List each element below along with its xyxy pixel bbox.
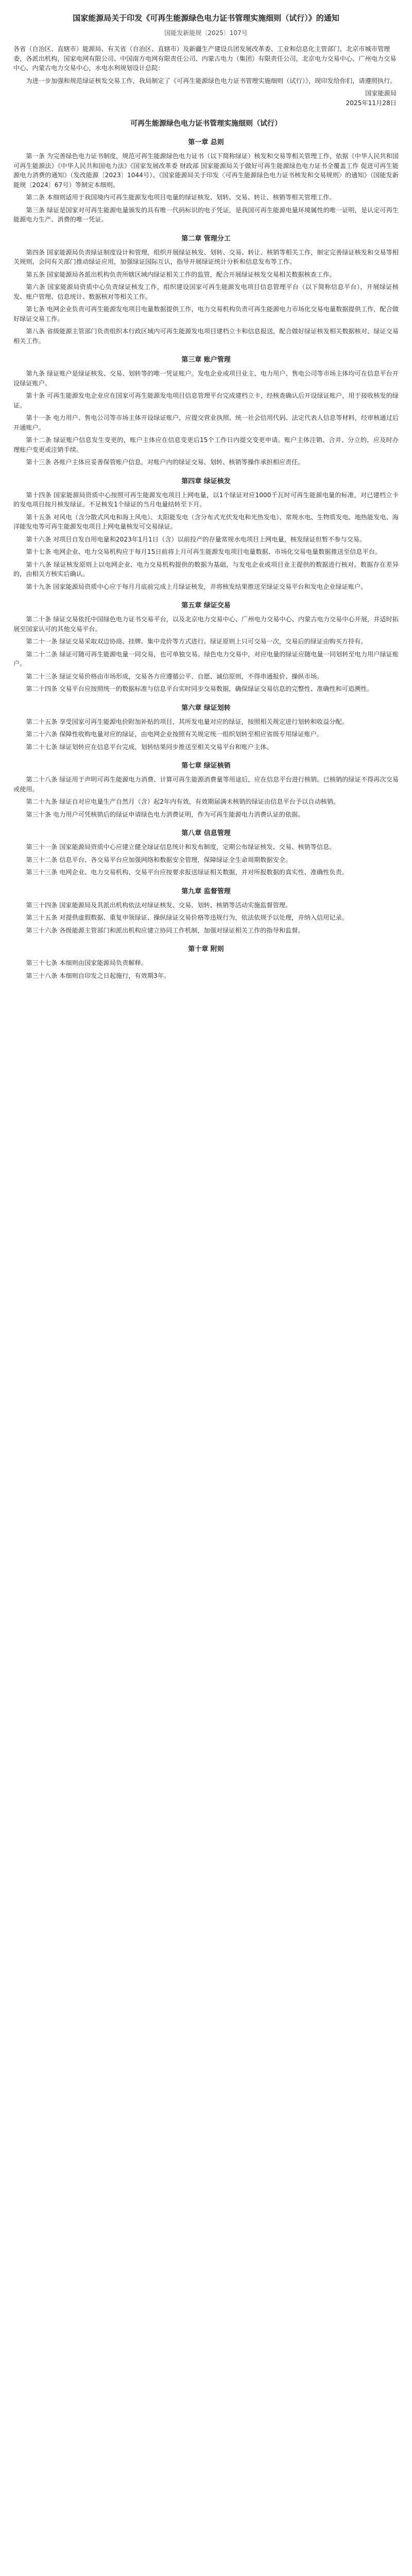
intro-paragraph: 为进一步加强和规范绿证核发交易工作，我局制定了《可再生能源绿色电力证书管理实施细则（试行）》，现印发给你们，请遵照执行。 xyxy=(26,77,397,84)
article-paragraph: 第三十条 电力用户可凭核销后的绿证申请绿色电力消费证明，作为可再生能源电力消费认证的依据。 xyxy=(26,810,304,818)
article-paragraph: 第十条 可再生能源发电企业应在国家可再生能源发电项目信息管理平台完成建档立卡，经核查确认后开设绿证账户，用于接收核发的绿证。 xyxy=(13,392,399,409)
notice-title: 国家能源局关于印发《可再生能源绿色电力证书管理实施细则（试行）》的通知 xyxy=(73,13,339,23)
article-paragraph: 第二十二条 绿证可随可再生能源电量一同交易，也可单独交易。绿色电力交易中，对应电量的绿证应随电量一同划转至电力用户绿证账户。 xyxy=(13,650,399,667)
article-paragraph: 第三条 绿证是国家对可再生能源电量颁发的具有唯一代码标识的电子凭证，是我国可再生能源电量环境属性的唯一证明，是认定可再生能源电力生产、消费的唯一凭证。 xyxy=(13,206,399,223)
signing-organization: 国家能源局 xyxy=(365,90,397,97)
article-paragraph: 第十五条 对风电（含分散式风电和海上风电）、太阳能发电（含分布式光伏发电和光热发电）、常规水电、生物质发电、地热能发电、海洋能发电等可再生能源发电项目上网电量核发可交易绿证。 xyxy=(13,513,399,530)
article-paragraph: 第二十条 绿证交易依托中国绿色电力证书交易平台，以及北京电力交易中心、广州电力交易中心、内蒙古电力交易中心开展，并适时拓展至国家认可的其他交易平台。 xyxy=(13,616,399,633)
article-paragraph: 第二十三条 绿证交易价格由市场形成，交易各方应遵循公平、自愿、诚信原则，不得串通报价、操纵市场。 xyxy=(26,672,323,680)
article-paragraph: 第二十七条 绿证划转应在信息平台完成，划转结果同步推送至相关交易平台和账户主体。 xyxy=(26,743,273,751)
article-paragraph: 第十九条 国家能源局资质中心应于每月月底前完成上月绿证核发，并将核发结果推送至绿证交易平台和发电企业绿证账户。 xyxy=(26,583,367,590)
article-paragraph: 第三十五条 对提供虚假数据、重复申领绿证、操纵绿证交易价格等违规行为，依法依规予以处理，并纳入信用记录。 xyxy=(26,914,348,921)
article-paragraph: 第四条 国家能源局负责绿证制度设计和管理，组织开展绿证核发、划转、交易、转让、核销等相关工作，制定完善绿证核发和交易等相关规则，会同有关部门推动绿证应用，加强绿证国际互认，指导开展绿证统计分析和信息发布等工作。 xyxy=(13,248,399,265)
article-paragraph: 第二十四条 交易平台应按照统一的数据标准与信息平台实时同步交易数据，确保绿证交易信息的完整性、准确性和可追溯性。 xyxy=(26,685,373,692)
article-paragraph: 第十四条 国家能源局资质中心按照可再生能源发电项目上网电量，以1个绿证对应1000千瓦时可再生能源电量的标准，对已建档立卡的发电项目按月核发绿证。不足核发1个绿证的当月电量结转至下月。 xyxy=(13,491,399,508)
article-paragraph: 第十三条 各账户主体应妥善保管账户信息，对账户内的绿证交易、划转、核销等操作承担相应责任。 xyxy=(26,459,304,466)
article-paragraph: 第十二条 绿证账户信息发生变更的，账户主体应在信息变更后15个工作日内提交变更申请。账户主体注销、合并、分立的，应及时办理账户变更或注销手续。 xyxy=(13,436,399,453)
article-paragraph: 第三十一条 国家能源局资质中心应建立健全绿证信息统计和发布制度，定期公布绿证核发、交易、核销等信息。 xyxy=(26,843,336,851)
chapter-heading: 第六章 绿证划转 xyxy=(181,704,231,712)
chapter-heading: 第十章 附则 xyxy=(188,945,224,953)
article-paragraph: 第三十八条 本细则自印发之日起施行，有效期3年。 xyxy=(26,972,170,979)
article-paragraph: 第二十六条 保障性收购电量对应的绿证，由电网企业按照有关规定统一组织划转至相应省级专用绿证账户。 xyxy=(26,731,323,738)
article-paragraph: 第十八条 绿证核发原则上以电网企业、电力交易机构提供的数据为基础，与发电企业或项目业主提供的数据进行核对。数据存在差异的，由相关方核实后确认。 xyxy=(13,561,399,578)
rules-title: 可再生能源绿色电力证书管理实施细则（试行） xyxy=(130,120,282,128)
rules-body xyxy=(13,137,399,980)
article-paragraph: 第二十一条 绿证交易采取双边协商、挂牌、集中竞价等方式进行。绿证原则上只可交易一次，交易后的绿证由购买方持有。 xyxy=(26,638,367,645)
article-paragraph: 第三十六条 各级能源主管部门和派出机构应建立协同工作机制，加强对绿证相关工作的指导和监督。 xyxy=(26,926,304,934)
article-paragraph: 第八条 省级能源主管部门负责组织本行政区域内可再生能源发电项目建档立卡和信息报送，配合做好绿证核发相关数据核对、绿证交易相关工作。 xyxy=(13,328,399,345)
chapter-heading: 第四章 绿证核发 xyxy=(181,477,231,485)
chapter-heading: 第七章 绿证核销 xyxy=(181,762,231,770)
article-paragraph: 第二十八条 绿证用于声明可再生能源电力消费、计算可再生能源消费量等用途后，应在信息平台进行核销。已核销的绿证不得再次交易或使用。 xyxy=(13,776,399,793)
signing-date: 2025年11月28日 xyxy=(346,99,397,107)
article-paragraph: 第十六条 对项目自发自用电量和2023年1月1日（含）以前投产的存量常规水电项目上网电量，核发绿证但暂不参与交易。 xyxy=(26,535,366,543)
chapter-heading: 第一章 总则 xyxy=(188,139,224,146)
article-paragraph: 第三十二条 信息平台、各交易平台应加强网络和数据安全管理，保障绿证全生命周期数据安全。 xyxy=(26,856,292,863)
article-paragraph: 第十七条 电网企业、电力交易机构应于每月15日前将上月可再生能源发电项目电量数据、市场化交易电量数据推送至信息平台。 xyxy=(26,548,382,555)
chapter-heading: 第九章 监督管理 xyxy=(181,887,231,895)
article-paragraph: 第七条 电网企业负责可再生能源发电项目电量数据提供工作，电力交易机构负责可再生能源电力市场化交易电量数据提供工作，配合做好绿证交易工作。 xyxy=(13,306,399,323)
article-paragraph: 第一条 为完善绿色电力证书制度，规范可再生能源绿色电力证书（以下简称绿证）核发和交易等相关管理工作，依据《中华人民共和国可再生能源法》《中华人民共和国电力法》《国家发展改革委 财政部 国家能源局关于做好可再生能源绿色电力证书全覆盖工作 促进可再生能源电力消费的通知》（发改能源〔2023〕1044号）、《国家能源局关于印发〈可再生能源绿色电力证书核发和交易规则〉的通知》（国能发新能规〔2024〕67号）等制定本细则。 xyxy=(13,152,399,189)
article-paragraph: 第二十五条 享受国家可再生能源电价附加补贴的项目，其所发电量对应的绿证，按照相关规定进行划转和收益分配。 xyxy=(26,718,348,725)
document-page xyxy=(0,0,412,989)
article-paragraph: 第二十九条 绿证自对应电量生产自然月（含）起2年内有效，有效期届满未核销的绿证由信息平台予以自动核销。 xyxy=(26,798,340,805)
chapter-heading: 第八章 信息管理 xyxy=(181,829,231,837)
addressee-paragraph: 各省（自治区、直辖市）能源局、有关省（自治区、直辖市）及新疆生产建设兵团发展改革委、工业和信息化主管部门，北京市城市管理委，各派出机构，国家电网有限公司、中国南方电网有限责任公司、内蒙古电力（集团）有限责任公司，北京电力交易中心、广州电力交易中心、内蒙古电力交易中心，水电水利规划设计总院： xyxy=(13,45,397,72)
article-paragraph: 第十一条 电力用户、售电公司等市场主体开设绿证账户，应提交营业执照、统一社会信用代码、法定代表人信息等材料，经审核通过后开通账户。 xyxy=(13,414,399,431)
chapter-heading: 第三章 账户管理 xyxy=(181,356,231,364)
chapter-heading: 第五章 绿证交易 xyxy=(181,602,231,609)
article-paragraph: 第五条 国家能源局各派出机构负责所辖区域内绿证相关工作的监管，配合开展绿证核发交易相关数据核查工作。 xyxy=(26,270,336,278)
article-paragraph: 第六条 国家能源局资质中心负责绿证核发工作，组织建设国家可再生能源发电项目信息管理平台（以下简称信息平台），开展绿证核发、账户管理、信息统计、数据核对等相关工作。 xyxy=(13,283,399,300)
article-paragraph: 第三十三条 电网企业、电力交易机构、交易平台应按要求报送绿证相关数据，并对所报数据的真实性、准确性负责。 xyxy=(26,869,348,876)
chapter-heading: 第二章 管理分工 xyxy=(181,234,231,243)
article-paragraph: 第二条 本细则适用于我国境内可再生能源发电项目电量的绿证核发、划转、交易、转让、核销等相关管理工作。 xyxy=(26,194,336,201)
document-number: 国能发新能规〔2025〕107号 xyxy=(164,29,248,37)
article-paragraph: 第九条 绿证账户是绿证核发、交易、划转等的唯一凭证账户。发电企业或项目业主、电力用户、售电公司等市场主体均可在信息平台开设绿证账户。 xyxy=(13,370,399,387)
article-paragraph: 第三十四条 国家能源局及其派出机构依法对绿证核发、交易、划转、核销等活动实施监督管理。 xyxy=(26,901,292,909)
article-paragraph: 第三十七条 本细则由国家能源局负责解释。 xyxy=(26,959,147,967)
